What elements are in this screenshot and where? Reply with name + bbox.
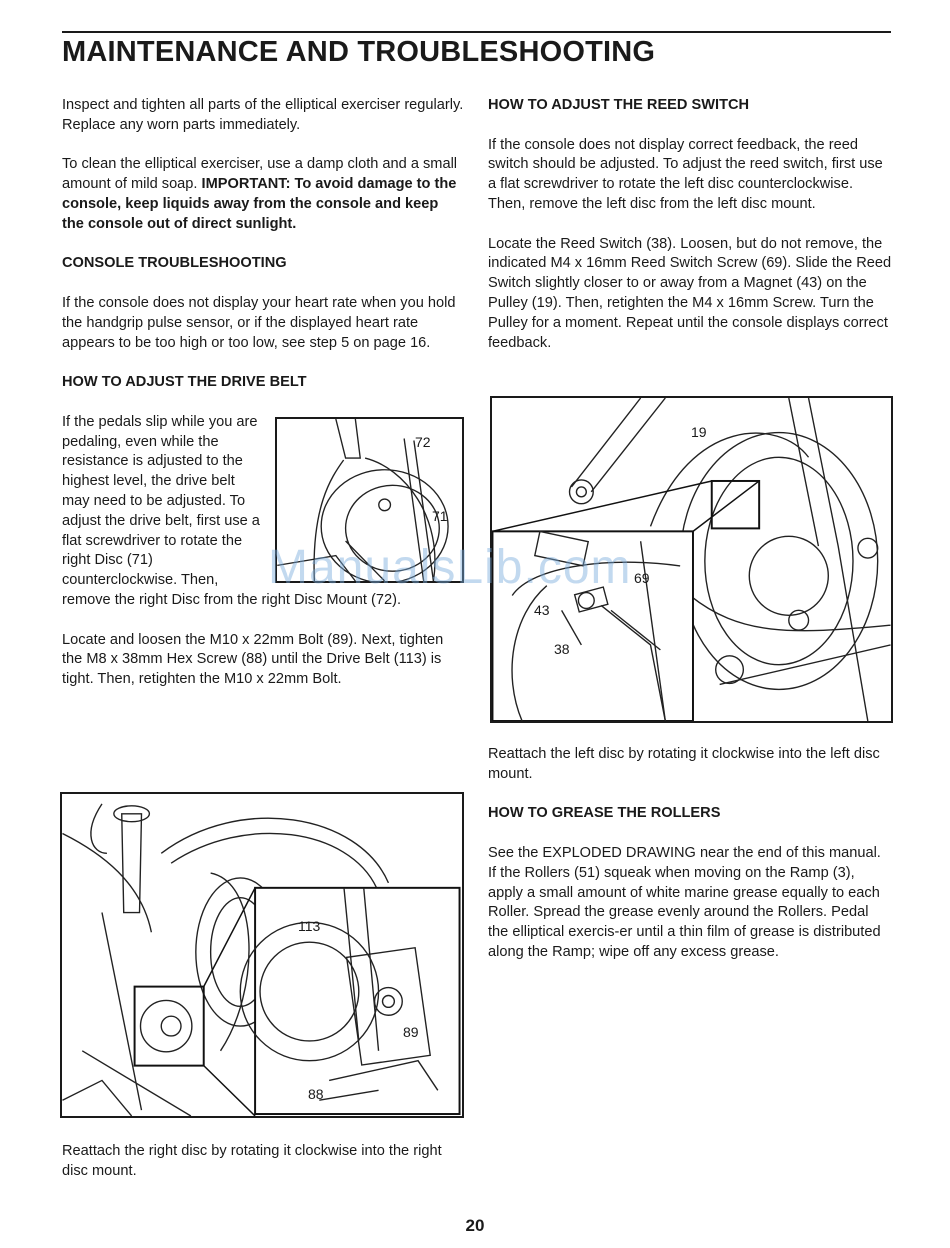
- reed-switch-heading: HOW TO ADJUST THE REED SWITCH: [488, 97, 750, 113]
- callout-43: 43: [534, 602, 550, 618]
- callout-69: 69: [634, 570, 650, 586]
- grease-rollers-heading: HOW TO GREASE THE ROLLERS: [488, 805, 721, 822]
- watermark: ManualsLib.com: [268, 541, 632, 594]
- right-lower-block: [488, 745, 892, 983]
- callout-88: 88: [308, 1086, 324, 1102]
- console-troubleshooting-heading: CONSOLE TROUBLESHOOTING: [62, 255, 287, 272]
- belt-paragraph-1: If the pedals slip while you are pedaling, even while the resistance is adjusted to the highest level, the drive belt may need to be adjusted. To adjust the drive belt, first use a flat screwdriver to rotate the right Disc (71) counterclockwise. Then, remove the right Disc from the right Disc Mount (72).: [62, 413, 402, 608]
- important-warning: IMPORTANT: To avoid damage to the console, keep liquids away from the console and keep the console out of direct sunlight.: [62, 176, 457, 232]
- page-number: 20: [465, 1216, 485, 1235]
- page-title: MAINTENANCE AND TROUBLESHOOTING: [62, 36, 656, 68]
- title-rule: [62, 31, 891, 33]
- left-column: [62, 96, 464, 710]
- clean-paragraph: [62, 155, 464, 234]
- reed-paragraph-1: If the console does not display correct feedback, the reed switch should be adjusted. To adjust the reed switch, first use a flat screwdriver to rotate the left disc counterclockwise. Then, remove the left disc from the left disc mount.: [488, 136, 883, 212]
- drive-belt-figure: [60, 792, 464, 1118]
- grease-paragraph: See the EXPLODED DRAWING near the end of this manual. If the Rollers (51) squeak when moving on the Ramp (3), apply a small amount of white marine grease equally to each Roller. Spread the grease evenly around the Rollers. Pedal the elliptical exercis-er until a thin film of grease is distributed along the Ramp; wipe off any excess grease.: [488, 844, 881, 960]
- reed-paragraph-2: Locate the Reed Switch (38). Loosen, but do not remove, the indicated M4 x 16mm Reed Switch Screw (69). Slide the Reed Switch slightly closer to or away from a Magnet (43) on the Pulley (19). Then, retighten the M4 x 16mm Screw. Turn the Pulley for a moment. Repeat until the console displays correct feedback.: [488, 235, 892, 351]
- drive-belt-drawing: [62, 794, 462, 1116]
- inspect-paragraph: Inspect and tighten all parts of the elliptical exerciser regularly. Replace any worn parts immediately.: [62, 97, 464, 133]
- drive-belt-heading: HOW TO ADJUST THE DRIVE BELT: [62, 374, 307, 391]
- callout-89: 89: [403, 1024, 419, 1040]
- callout-38: 38: [554, 641, 570, 657]
- callout-19: 19: [691, 424, 707, 440]
- reattach-left-paragraph: Reattach the left disc by rotating it clockwise into the left disc mount.: [488, 746, 880, 782]
- reattach-right-paragraph: Reattach the right disc by rotating it clockwise into the right disc mount.: [62, 1143, 442, 1179]
- console-paragraph: If the console does not display your heart rate when you hold the handgrip pulse sensor, or if the displayed heart rate appears to be too high or too low, see step 5 on page 16.: [62, 294, 456, 351]
- callout-113: 113: [298, 918, 321, 934]
- callout-71: 71: [432, 507, 448, 524]
- left-reattach-block: [62, 1142, 464, 1201]
- belt-paragraph-2: Locate and loosen the M10 x 22mm Bolt (89). Next, tighten the M8 x 38mm Hex Screw (88) until the Drive Belt (113) is tight. Then, retighten the M10 x 22mm Bolt.: [62, 631, 444, 688]
- clean-text: To clean the elliptical exerciser, use a damp cloth and a small amount of mild soap.: [62, 156, 458, 193]
- right-column: [488, 96, 892, 373]
- callout-72: 72: [415, 433, 431, 450]
